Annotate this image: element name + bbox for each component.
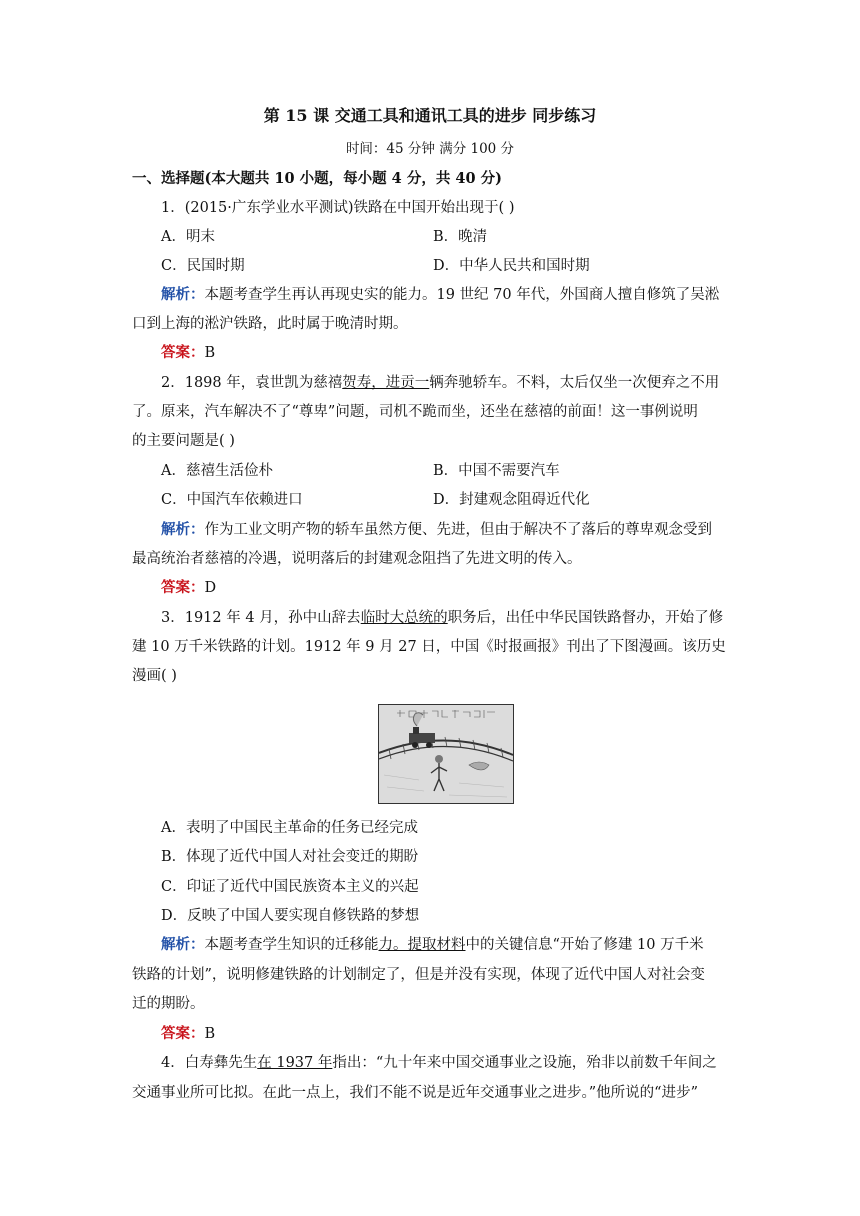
q2-analysis-text-1: 作为工业文明产物的轿车虽然方便、先进，但由于解决不了落后的尊卑观念受到 — [204, 522, 712, 538]
q2-analysis-label: 解析： — [161, 521, 205, 538]
q3-analysis-line-1 — [161, 935, 704, 955]
q2-option-b: B．中国不需要汽车 — [433, 463, 560, 479]
q1-analysis-line-1 — [161, 285, 719, 305]
q3-answer-label: 答案： — [161, 1025, 205, 1042]
q3-option-a: A．表明了中国民主革命的任务已经完成 — [161, 820, 418, 836]
q1-answer-value: B — [204, 345, 216, 361]
q4-stem-line-1 — [161, 1053, 717, 1073]
q3-option-b: B．体现了近代中国人对社会变迁的期盼 — [161, 849, 419, 865]
q2-analysis-line-1 — [161, 520, 712, 540]
q3-stem-post: 职务后，出任中华民国铁路督办，开始了修 — [447, 610, 724, 626]
q2-analysis-line-2: 最高统治者慈禧的冷遇，说明落后的封建观念阻挡了先进文明的传入。 — [132, 551, 582, 567]
q2-stem-line-2: 了。原来，汽车解决不了“尊卑”问题，司机不跪而坐，还坐在慈禧的前面！这一事例说明 — [132, 404, 698, 420]
q2-answer — [161, 578, 216, 598]
q2-stem-pre: 2．1898 年，袁世凯为慈禧 — [161, 375, 343, 391]
q3-stem-line-1 — [161, 608, 723, 628]
q2-answer-label: 答案： — [161, 579, 205, 596]
q1-option-c: C．民国时期 — [161, 258, 245, 274]
q3-answer — [161, 1024, 215, 1044]
q3-option-c: C．印证了近代中国民族资本主义的兴起 — [161, 879, 419, 895]
q2-answer-value: D — [204, 580, 217, 596]
q3-analysis-pre: 本题考查学生知识的迁移能 — [204, 937, 379, 953]
q2-stem-line-3: 的主要问题是( ) — [132, 433, 235, 449]
q2-option-a: A．慈禧生活俭朴 — [161, 463, 273, 479]
q2-stem-underlined: 贺寿，进贡一 — [342, 375, 430, 391]
q3-answer-value: B — [204, 1026, 216, 1042]
q1-analysis-text-1: 本题考查学生再认再现史实的能力。19 世纪 70 年代，外国商人擅自修筑了吴淞 — [204, 287, 720, 303]
q1-option-d: D．中华人民共和国时期 — [433, 258, 590, 274]
q3-analysis-underlined: 力。提取材料 — [378, 937, 466, 953]
q2-option-d: D．封建观念阻碍近代化 — [433, 492, 590, 508]
q3-analysis-label: 解析： — [161, 936, 205, 953]
q4-stem-post: 指出：“九十年来中国交通事业之设施，殆非以前数千年间之 — [332, 1055, 717, 1071]
q3-analysis-line-2: 铁路的计划”，说明修建铁路的计划制定了，但是并没有实现，体现了近代中国人对社会变 — [132, 967, 705, 983]
q3-stem-pre: 3．1912 年 4 月，孙中山辞去 — [161, 610, 361, 626]
q4-stem-pre: 4．白寿彝先生 — [161, 1055, 258, 1071]
q1-analysis-label: 解析： — [161, 286, 205, 303]
q1-stem: 1．(2015·广东学业水平测试)铁路在中国开始出现于( ) — [161, 200, 515, 216]
q2-stem-line-1 — [161, 373, 719, 393]
q3-stem-underlined: 临时大总统的 — [360, 610, 448, 626]
q4-stem-underlined: 在 1937 年 — [257, 1055, 333, 1071]
page-subtitle: 时间：45 分钟 满分 100 分 — [345, 141, 515, 157]
q2-option-c: C．中国汽车依赖进口 — [161, 492, 303, 508]
q3-analysis-line-3: 迁的期盼。 — [132, 996, 205, 1012]
q2-stem-post: 辆奔驰轿车。不料，太后仅坐一次便弃之不用 — [429, 375, 720, 391]
page-title: 第 15 课 交通工具和通讯工具的进步 同步练习 — [263, 106, 597, 125]
q1-option-b: B．晚清 — [433, 229, 488, 245]
railway-cartoon-illustration — [379, 705, 513, 803]
q4-stem-line-2: 交通事业所可比拟。在此一点上，我们不能不说是近年交通事业之进步。”他所说的“进步” — [132, 1085, 698, 1101]
q3-stem-line-3: 漫画( ) — [132, 668, 177, 684]
q1-answer — [161, 343, 215, 363]
q3-analysis-post: 中的关键信息“开始了修建 10 万千米 — [465, 937, 704, 953]
q1-option-a: A．明末 — [161, 229, 215, 245]
q1-answer-label: 答案： — [161, 344, 205, 361]
q1-analysis-line-2: 口到上海的淞沪铁路，此时属于晚清时期。 — [132, 316, 408, 332]
q3-stem-line-2: 建 10 万千米铁路的计划。1912 年 9 月 27 日，中国《时报画报》刊出了下图漫画。该历史 — [132, 639, 726, 655]
cartoon-image — [378, 704, 514, 804]
section-heading: 一、选择题(本大题共 10 小题，每小题 4 分，共 40 分) — [132, 170, 502, 187]
q3-option-d: D．反映了中国人要实现自修铁路的梦想 — [161, 908, 420, 924]
